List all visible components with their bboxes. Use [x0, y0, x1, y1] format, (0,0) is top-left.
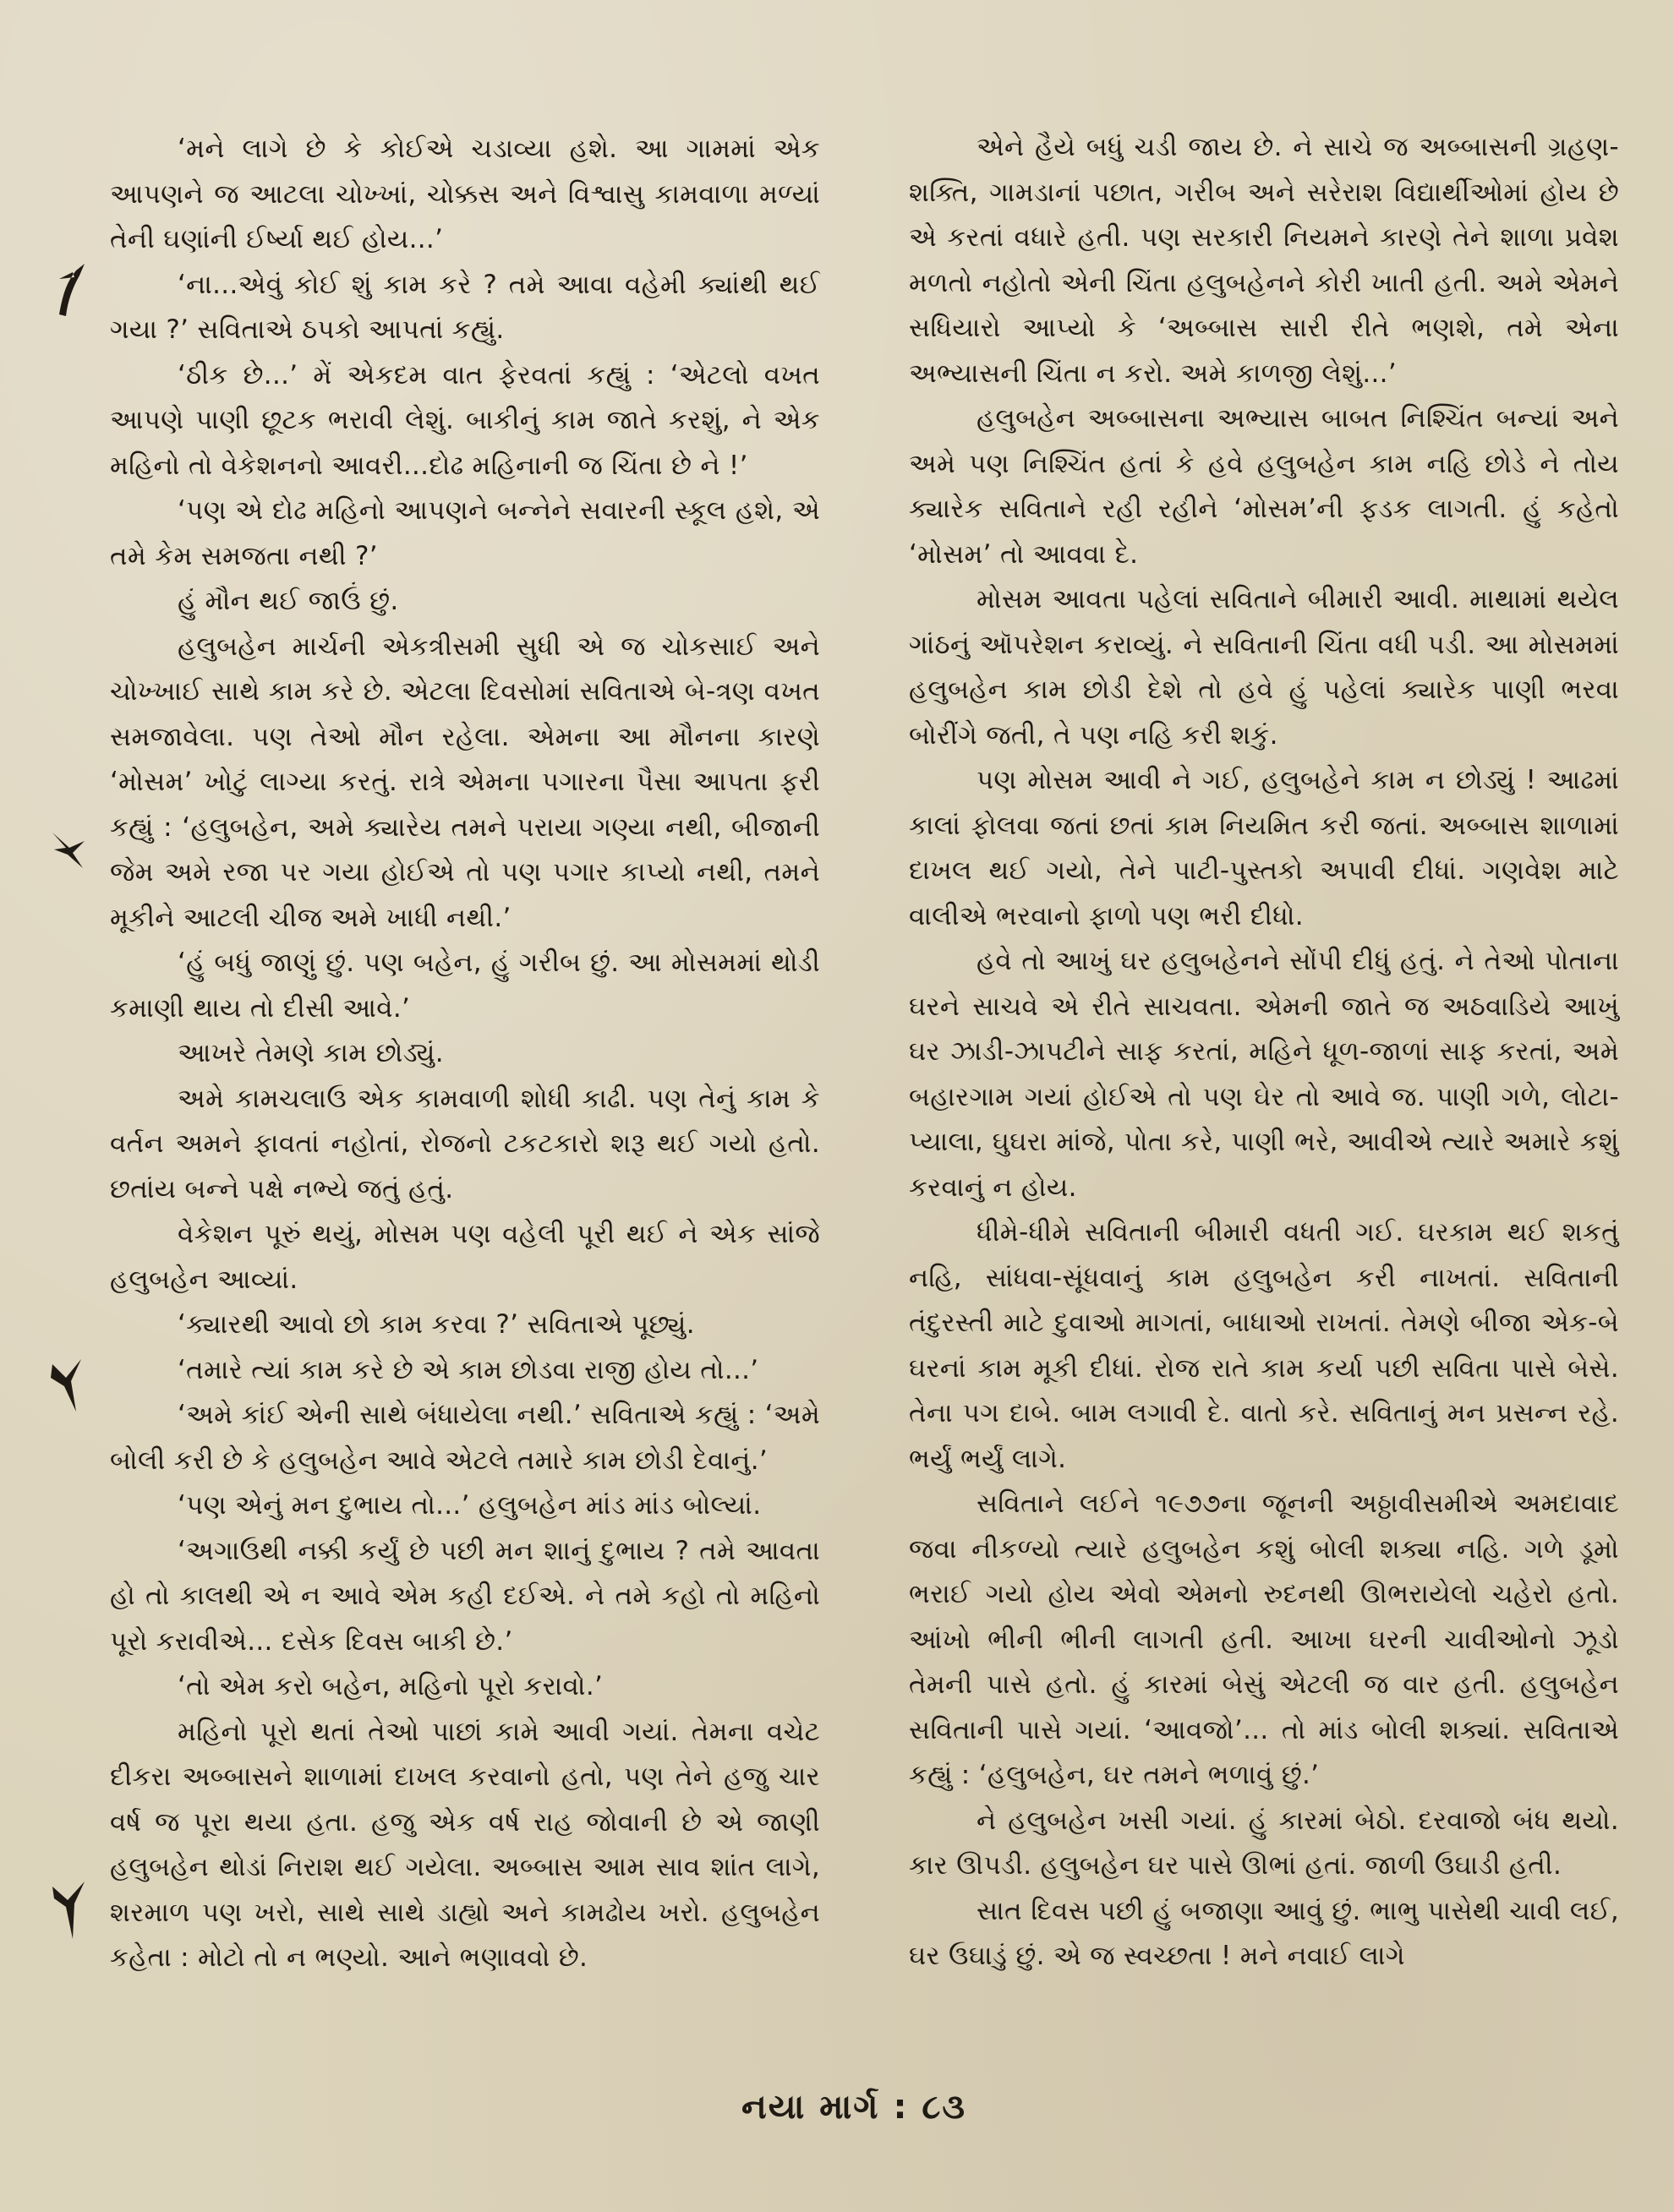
paragraph: ધીમે-ધીમે સવિતાની બીમારી વધતી ગઈ. ઘરકામ થઈ શકતું નહિ, સાંધવા-સૂંધવાનું કામ હલુબહેન કરી નાખતાં. સવિતાની તંદુરસ્તી માટે દુવાઓ માગતાં, બાધાઓ રાખતાં. તેમણે બીજા એક-બે ઘરનાં કામ મૂકી દીધાં. રોજ રાતે કામ કર્યા પછી સવિતા પાસે બેસે. તેના પગ દાબે. બામ લગાવી દે. વાતો કરે. સવિતાનું મન પ્રસન્ન રહે. ભર્યું ભર્યું લાગે.	[909, 1217, 1619, 1474]
paragraph: ‘ક્યારથી આવો છો કામ કરવા ?’ સવિતાએ પૂછ્યું.	[178, 1309, 695, 1340]
paragraph: પણ મોસમ આવી ને ગઈ, હલુબહેને કામ ન છોડ્યું ! આઢમાં કાલાં ફોલવા જતાં છતાં કામ નિયમિત કરી જતાં. અબ્બાસ શાળામાં દાખલ થઈ ગયો, તેને પાટી-પુસ્તકો અપાવી દીધાં. ગણવેશ માટે વાલીએ ભરવાનો ફાળો પણ ભરી દીધો.	[909, 765, 1619, 931]
paragraph: ‘મને લાગે છે કે કોઈએ ચડાવ્યા હશે. આ ગામમાં એક આપણને જ આટલા ચોખ્ખાં, ચોક્કસ અને વિશ્વાસુ કામવાળા મળ્યાં તેની ઘણાંની ઈર્ષ્યા થઈ હોય...’	[110, 134, 820, 254]
right-text-column	[909, 125, 1619, 1980]
margin-ink-mark	[51, 254, 90, 321]
paragraph: ‘પણ એનું મન દુભાય તો...’ હલુબહેન માંડ માંડ બોલ્યાં.	[178, 1490, 762, 1521]
paragraph: હું મૌન થઈ જાઉં છું.	[178, 586, 399, 616]
paragraph: એને હૈયે બધું ચડી જાય છે. ને સાચે જ અબ્બાસની ગ્રહણ-શક્તિ, ગામડાનાં પછાત, ગરીબ અને સરેરાશ વિદ્યાર્થીઓમાં હોય છે એ કરતાં વધારે હતી. પણ સરકારી નિયમને કારણે તેને શાળા પ્રવેશ મળતો નહોતો એની ચિંતા હલુબહેનને કોરી ખાતી હતી. અમે એમને સધિયારો આપ્યો કે ‘અબ્બાસ સારી રીતે ભણશે, તમે એના અભ્યાસની ચિંતા ન કરો. અમે કાળજી લેશું...’	[909, 132, 1619, 389]
margin-ink-mark	[49, 816, 88, 883]
paragraph: ને હલુબહેન ખસી ગયાં. હું કારમાં બેઠો. દરવાજો બંધ થયો. કાર ઊપડી. હલુબહેન ઘર પાસે ઊભાં હતાં. જાળી ઉઘાડી હતી.	[909, 1805, 1619, 1881]
left-text-column	[110, 127, 820, 1981]
paragraph: ‘તો એમ કરો બહેન, મહિનો પૂરો કરાવો.’	[178, 1671, 604, 1701]
paragraph: ‘અગાઉથી નક્કી કર્યું છે પછી મન શાનું દુભાય ? તમે આવતા હો તો કાલથી એ ન આવે એમ કહી દઈએ. ને તમે કહો તો મહિનો પૂરો કરાવીએ... દસેક દિવસ બાકી છે.’	[110, 1535, 820, 1657]
page-footer	[702, 2088, 1006, 2127]
paragraph: ‘ના...એવું કોઈ શું કામ કરે ? તમે આવા વહેમી ક્યાંથી થઈ ગયા ?’ સવિતાએ ઠપકો આપતાં કહ્યું.	[110, 269, 820, 345]
magazine-name: નયા માર્ગ	[741, 2088, 880, 2127]
margin-ink-mark	[49, 1876, 88, 1944]
paragraph: આખરે તેમણે કામ છોડ્યું.	[178, 1038, 444, 1068]
paragraph: ‘ઠીક છે...’ મેં એકદમ વાત ફેરવતાં કહ્યું : ‘એટલો વખત આપણે પાણી છૂટક ભરાવી લેશું. બાકીનું કામ જાતે કરશું, ને એક મહિનો તો વેકેશનનો આવરી...દોઢ મહિનાની જ ચિંતા છે ને !’	[110, 359, 820, 481]
paragraph: ‘અમે કાંઈ એની સાથે બંધાયેલા નથી.’ સવિતાએ કહ્યું : ‘અમે બોલી કરી છે કે હલુબહેન આવે એટલે તમારે કામ છોડી દેવાનું.’	[110, 1400, 820, 1476]
paragraph: સવિતાને લઈને ૧૯૭૭ના જૂનની અઠ્ઠાવીસમીએ અમદાવાદ જવા નીકળ્યો ત્યારે હલુબહેન કશું બોલી શક્યા નહિ. ગળે ડૂમો ભરાઈ ગયો હોય એવો એમનો રુદનથી ઊભરાયેલો ચહેરો હતો. આંખો ભીની ભીની લાગતી હતી. આખા ઘરની ચાવીઓનો ઝૂડો તેમની પાસે હતો. હું કારમાં બેસું એટલી જ વાર હતી. હલુબહેન સવિતાની પાસે ગયાં. ‘આવજો’... તો માંડ બોલી શક્યાં. સવિતાએ કહ્યું : ‘હલુબહેન, ઘર તમને ભળાવું છું.’	[909, 1488, 1619, 1790]
paragraph: હલુબહેન માર્ચની એકત્રીસમી સુધી એ જ ચોકસાઈ અને ચોખ્ખાઈ સાથે કામ કરે છે. એટલા દિવસોમાં સવિતાએ બે-ત્રણ વખત સમજાવેલા. પણ તેઓ મૌન રહેલા. એમના આ મૌનના કારણે ‘મોસમ’ ખોટું લાગ્યા કરતું. રાત્રે એમના પગારના પૈસા આપતા ફરી કહ્યું : ‘હલુબહેન, અમે ક્યારેય તમને પરાયા ગણ્યા નથી, બીજાની જેમ અમે રજા પર ગયા હોઈએ તો પણ પગાર કાપ્યો નથી, તમને મૂકીને આટલી ચીજ અમે ખાધી નથી.’	[110, 631, 820, 933]
footer-separator: :	[893, 2088, 909, 2127]
paragraph: હલુબહેન અબ્બાસના અભ્યાસ બાબત નિશ્ચિંત બન્યાં અને અમે પણ નિશ્ચિંત હતાં કે હવે હલુબહેન કામ નહિ છોડે ને તોય ક્યારેક સવિતાને રહી રહીને ‘મોસમ’ની ફડક લાગતી. હું કહેતો ‘મોસમ’ તો આવવા દે.	[909, 403, 1619, 570]
paragraph: સાત દિવસ પછી હું બજાણા આવું છું. ભાભુ પાસેથી ચાવી લઈ, ઘર ઉઘાડું છું. એ જ સ્વચ્છતા ! મને નવાઈ લાગે	[909, 1895, 1619, 1971]
paragraph: વેકેશન પૂરું થયું, મોસમ પણ વહેલી પૂરી થઈ ને એક સાંજે હલુબહેન આવ્યાં.	[110, 1219, 820, 1295]
paragraph: હવે તો આખું ઘર હલુબહેનને સોંપી દીધું હતું. ને તેઓ પોતાના ઘરને સાચવે એ રીતે સાચવતા. એમની જાતે જ અઠવાડિયે આખું ઘર ઝાડી-ઝાપટીને સાફ કરતાં, મહિને ધૂળ-જાળાં સાફ કરતાં, અમે બહારગામ ગયાં હોઈએ તો પણ ઘેર તો આવે જ. પાણી ગળે, લોટા-પ્યાલા, ઘુઘરા માંજે, પોતા કરે, પાણી ભરે, આવીએ ત્યારે અમારે કશું કરવાનું ન હોય.	[909, 946, 1619, 1203]
paragraph: ‘તમારે ત્યાં કામ કરે છે એ કામ છોડવા રાજી હોય તો...’	[178, 1354, 759, 1385]
paragraph: મહિનો પૂરો થતાં તેઓ પાછાં કામે આવી ગયાં. તેમના વચેટ દીકરા અબ્બાસને શાળામાં દાખલ કરવાનો હતો, પણ તેને હજુ ચાર વર્ષ જ પૂરા થયા હતા. હજુ એક વર્ષ રાહ જોવાની છે એ જાણી હલુબહેન થોડાં નિરાશ થઈ ગયેલા. અબ્બાસ આમ સાવ શાંત લાગે, શરમાળ પણ ખરો, સાથે સાથે ડાહ્યો અને કામઢોય ખરો. હલુબહેન કહેતા : મોટો તો ન ભણ્યો. આને ભણાવવો છે.	[110, 1716, 820, 1973]
paragraph: ‘હું બધું જાણું છું. પણ બહેન, હું ગરીબ છું. આ મોસમમાં થોડી કમાણી થાય તો દીસી આવે.’	[110, 948, 820, 1024]
margin-ink-mark	[47, 1352, 86, 1420]
page-number: ૮૩	[922, 2088, 967, 2127]
paragraph: મોસમ આવતા પહેલાં સવિતાને બીમારી આવી. માથામાં થયેલ ગાંઠનું ઑપરેશન કરાવ્યું. ને સવિતાની ચિંતા વધી પડી. આ મોસમમાં હલુબહેન કામ છોડી દેશે તો હવે હું પહેલાં ક્યારેક પાણી ભરવા બોરીંગે જતી, તે પણ નહિ કરી શકું.	[909, 584, 1619, 751]
paragraph: ‘પણ એ દોઢ મહિનો આપણને બન્નેને સવારની સ્કૂલ હશે, એ તમે કેમ સમજતા નથી ?’	[110, 495, 820, 571]
paragraph: અમે કામચલાઉ એક કામવાળી શોધી કાઢી. પણ તેનું કામ કે વર્તન અમને ફાવતાં નહોતાં, રોજનો ટકટકારો શરૂ થઈ ગયો હતો. છતાંય બન્ને પક્ષે નભ્યે જતું હતું.	[110, 1083, 820, 1204]
